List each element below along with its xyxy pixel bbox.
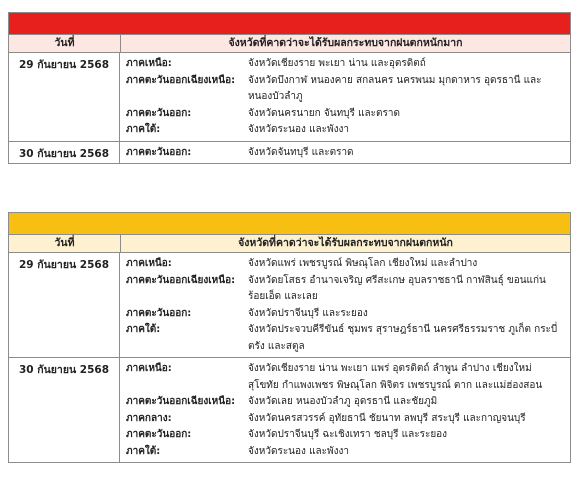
region-entry xyxy=(126,256,570,273)
region-entry xyxy=(126,427,570,444)
region-provinces: จังหวัดระนอง และพังงา xyxy=(248,445,350,457)
region-provinces: จังหวัดบึงกาฬ หนองคาย สกลนคร นครพนม มุกดาหาร อุดรธานี และหนองบัวลำภู xyxy=(248,74,542,102)
area-column-header: จังหวัดที่คาดว่าจะได้รับผลกระทบจากฝนตกหนัก xyxy=(238,237,453,249)
region-name: ภาคตะวันออกเฉียงเหนือ: xyxy=(126,274,236,286)
region-provinces: จังหวัดปราจีนบุรี ฉะเชิงเทรา ชลบุรี และระยอง xyxy=(248,429,448,440)
region-provinces: จังหวัดประจวบคีรีขันธ์ ชุมพร สุราษฎร์ธานี นครศรีธรรมราช ภูเก็ต กระบี่ ตรัง และสตูล xyxy=(248,324,558,352)
row-regions xyxy=(120,53,570,141)
region-provinces: จังหวัดยโสธร อำนาจเจริญ ศรีสะเกษ อุบลราชธานี กาฬสินธุ์ ขอนแก่น ร้อยเอ็ด และเลย xyxy=(248,274,546,302)
region-provinces: จังหวัดจันทบุรี และตราด xyxy=(248,146,354,158)
region-provinces: จังหวัดนครสวรรค์ อุทัยธานี ชัยนาท ลพบุรี สระบุรี และกาญจนบุรี xyxy=(248,412,526,424)
region-entry xyxy=(126,273,570,306)
region-provinces: จังหวัดปราจีนบุรี และระยอง xyxy=(248,307,368,319)
region-name: ภาคใต้: xyxy=(126,445,161,457)
region-name: ภาคตะวันออก: xyxy=(126,146,192,158)
date-column-header: วันที่ xyxy=(9,235,121,252)
date-column-header: วันที่ xyxy=(9,35,121,52)
region-provinces: จังหวัดเชียงราย น่าน พะเยา แพร่ อุตรดิตถ์ ลำพูน ลำปาง เชียงใหม่ สุโขทัย กำแพงเพชร พิษณุโลก พิจิตร เพชรบูรณ์ ตาก และแม่ฮ่องสอน xyxy=(248,363,543,391)
table-row xyxy=(9,358,570,462)
yellow-warning-band xyxy=(9,213,570,234)
region-name: ภาคตะวันออก: xyxy=(126,107,192,119)
region-entry xyxy=(126,394,570,411)
region-provinces: จังหวัดระนอง และพังงา xyxy=(248,124,350,135)
region-provinces: จังหวัดเชียงราย พะเยา น่าน และอุตรดิตถ์ xyxy=(248,58,426,69)
row-regions xyxy=(120,253,570,357)
region-name: ภาคตะวันออก: xyxy=(126,307,192,319)
region-entry xyxy=(126,73,570,106)
table-header xyxy=(9,34,570,53)
heavy-rain-table xyxy=(8,212,571,463)
region-name: ภาคตะวันออกเฉียงเหนือ: xyxy=(126,396,236,407)
region-name: ภาคเหนือ: xyxy=(126,363,172,374)
region-entry xyxy=(126,56,570,73)
red-warning-band xyxy=(9,13,570,34)
table-row xyxy=(9,142,570,164)
row-date: 30 กันยายน 2568 xyxy=(9,142,120,164)
region-provinces: จังหวัดนครนายก จันทบุรี และตราด xyxy=(248,107,400,119)
region-entry xyxy=(126,306,570,323)
region-name: ภาคใต้: xyxy=(126,124,161,135)
table-row xyxy=(9,53,570,142)
region-name: ภาคกลาง: xyxy=(126,412,172,424)
table-row xyxy=(9,253,570,358)
region-name: ภาคใต้: xyxy=(126,324,161,335)
region-entry xyxy=(126,145,570,162)
region-entry xyxy=(126,411,570,428)
row-regions xyxy=(120,358,570,462)
row-date: 30 กันยายน 2568 xyxy=(9,358,120,462)
region-entry xyxy=(126,122,570,139)
region-provinces: จังหวัดเลย หนองบัวลำภู อุดรธานี และชัยภูมิ xyxy=(248,396,438,407)
region-entry xyxy=(126,444,570,461)
region-entry xyxy=(126,322,570,355)
region-entry xyxy=(126,106,570,123)
region-name: ภาคเหนือ: xyxy=(126,58,172,69)
region-name: ภาคเหนือ: xyxy=(126,258,172,269)
region-name: ภาคตะวันออก: xyxy=(126,429,192,440)
region-provinces: จังหวัดแพร่ เพชรบูรณ์ พิษณุโลก เชียงใหม่ และลำปาง xyxy=(248,258,478,269)
row-date: 29 กันยายน 2568 xyxy=(9,253,120,357)
very-heavy-rain-table xyxy=(8,12,571,164)
row-date: 29 กันยายน 2568 xyxy=(9,53,120,141)
region-entry xyxy=(126,361,570,394)
table-header xyxy=(9,234,570,253)
region-name: ภาคตะวันออกเฉียงเหนือ: xyxy=(126,74,236,86)
row-regions xyxy=(120,142,570,164)
area-column-header: จังหวัดที่คาดว่าจะได้รับผลกระทบจากฝนตกหนักมาก xyxy=(228,37,463,49)
